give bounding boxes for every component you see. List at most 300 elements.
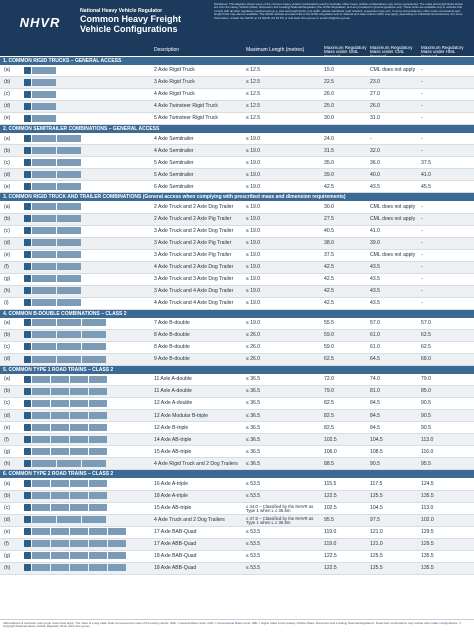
max-length: ≤ 19.0: [246, 300, 261, 307]
max-length: ≤ 12.5: [246, 79, 261, 86]
table-row: [0, 398, 474, 410]
section-heading: 2. COMMON SEMITRAILER COMBINATIONS – GENERAL ACCESS: [0, 125, 474, 133]
mass-hml: -: [421, 135, 423, 142]
vehicle-description: 15 Axle AB-triple: [154, 448, 192, 455]
row-id: (h): [4, 565, 11, 572]
footer-note: Abbreviations & footnotes: axle group mass limits apply. The mass of a dog trailer shall not exceed the mass of the towing vehicle. GML = General Mass Limits; CML = Concessional Mass Limits; HML = Higher Mass Limits (Heavy Vehicle (Mass, Dimension and Loading) National Regulation). Road train combinations may include other trailer configurations. © Copyright National Heavy Vehicle Regulator 2016. www.nhvr.gov.au: [0, 619, 474, 632]
mass-cml: 117.5: [370, 480, 383, 487]
page-title-line2: Vehicle Configurations: [80, 24, 178, 34]
row-id: (f): [4, 436, 9, 443]
row-id: (d): [4, 516, 11, 523]
mass-hml: 85.0: [421, 388, 431, 395]
mass-gml: 59.0: [324, 332, 334, 339]
mass-cml: 40.0: [370, 171, 380, 178]
row-id: (b): [4, 215, 11, 222]
vehicle-diagram-icon: [24, 528, 126, 537]
disclaimer-text: Disclaimer: This diagram shows some of the common heavy vehicle combinations used in Australia. Other heavy vehicle configurations may not be represented. The mass and length limits shown are from the Heavy Vehicle (Mass, Dimension and Loading) National Regulation (the HVNL Regulation) and are provided for general guidance only. These limits are available only to vehicles that comply with all other regulatory requirements (e.g. axle and height limits, tyre width, vehicle standards, load restraint, suspension type etc). In some circumstances, other mass concessions and length limits may also be available. The NHVR website provides links to the HVNL Regulation and to national and state notices which may apply, depending on individual circumstances. For more information, contact the NHVR on 13 NHVR (13 64 87) or visit www.nhvr.gov.au or email info@nhvr.gov.au.: [214, 2, 464, 20]
vehicle-description: 12 Axle B-triple: [154, 424, 189, 431]
table-row: [0, 551, 474, 563]
row-id: (f): [4, 540, 9, 547]
mass-hml: -: [421, 264, 423, 270]
vehicle-description: 7 Axle B-double: [154, 320, 190, 327]
col-hml: Maximum Regulatory Mass under HML: [421, 45, 464, 55]
mass-cml: 43.5: [370, 276, 380, 283]
vehicle-diagram-icon: [24, 263, 81, 272]
mass-gml: 122.5: [324, 553, 337, 560]
table-row: [0, 113, 474, 125]
vehicle-diagram-icon: [24, 227, 81, 236]
vehicle-description: 4 Axle Semitrailer: [154, 135, 194, 142]
mass-gml: 26.0: [324, 91, 334, 98]
row-id: (g): [4, 276, 11, 283]
vehicle-diagram-icon: [24, 203, 81, 212]
mass-hml: 124.5: [421, 480, 434, 487]
vehicle-diagram-icon: [24, 91, 56, 100]
mass-gml: 119.0: [324, 528, 337, 535]
section-heading: 5. COMMON TYPE 1 ROAD TRAINS – CLASS 2: [0, 366, 474, 374]
mass-gml: 119.0: [324, 540, 337, 547]
vehicle-diagram-icon: [24, 183, 81, 192]
mass-gml: 115.5: [324, 480, 337, 487]
max-length: ≤ 19.0: [246, 320, 261, 327]
mass-gml: 30.0: [324, 203, 334, 210]
mass-cml: 26.0: [370, 103, 380, 110]
section-heading: 1. COMMON RIGID TRUCKS – GENERAL ACCESS: [0, 57, 474, 65]
vehicle-diagram-icon: [24, 448, 107, 457]
vehicle-diagram-icon: [24, 436, 107, 445]
mass-cml: CML does not apply: [370, 203, 416, 210]
mass-gml: 40.5: [324, 227, 334, 234]
vehicle-description: 15 Axle AB-triple: [154, 504, 192, 511]
col-gml: Maximum Regulatory Mass under GML: [324, 45, 367, 55]
table-row: [0, 77, 474, 89]
mass-hml: -: [421, 288, 423, 295]
mass-cml: 81.0: [370, 388, 380, 395]
row-id: (i): [4, 300, 9, 307]
row-id: (c): [4, 400, 10, 407]
max-length: ≤ 19.0: [246, 264, 261, 270]
vehicle-diagram-icon: [24, 343, 106, 352]
mass-hml: 79.0: [421, 376, 431, 383]
table-row: [0, 286, 474, 298]
vehicle-description: 4 Axle Truck and 2 Axle Dog Trailer: [154, 264, 234, 270]
max-length: ≤ 26.0: [246, 356, 261, 363]
mass-gml: 59.0: [324, 344, 334, 351]
row-id: (d): [4, 103, 11, 110]
mass-gml: 37.5: [324, 251, 334, 258]
table-row: [0, 101, 474, 113]
vehicle-description: 3 Axle Truck and 3 Axle Dog Trailer: [154, 276, 234, 283]
max-length: ≤ 53.5: [246, 565, 261, 572]
row-id: (a): [4, 320, 11, 327]
vehicle-description: 4 Axle Truck and 2 Dog Trailers: [154, 516, 225, 523]
vehicle-description: 8 Axle B-double: [154, 332, 190, 339]
col-cml: Maximum Regulatory Mass under CML: [370, 45, 413, 55]
mass-cml: 61.0: [370, 344, 380, 351]
vehicle-description: 11 Axle A-double: [154, 376, 192, 383]
vehicle-description: 4 Axle Truck and 4 Axle Dog Trailer: [154, 300, 234, 307]
mass-hml: -: [421, 203, 423, 210]
max-length: ≤ 47.5 – Classified by the NHVR as Type 1 when L ≤ 36.5m: [246, 515, 314, 525]
section-heading: 4. COMMON B-DOUBLE COMBINATIONS – CLASS 2: [0, 310, 474, 318]
column-header-bar: [0, 44, 474, 56]
mass-hml: 95.5: [421, 460, 431, 467]
mass-cml: 104.5: [370, 504, 383, 511]
max-length: ≤ 19.0: [246, 183, 261, 190]
vehicle-diagram-icon: [24, 356, 106, 365]
vehicle-diagram-icon: [24, 492, 107, 501]
vehicle-diagram-icon: [24, 79, 56, 88]
row-id: (h): [4, 460, 11, 467]
mass-cml: CML does not apply: [370, 251, 416, 258]
row-id: (b): [4, 492, 11, 499]
mass-cml: 23.0: [370, 79, 380, 86]
max-length: ≤ 53.5: [246, 480, 261, 487]
table-row: [0, 250, 474, 262]
mass-gml: 25.0: [324, 103, 334, 110]
vehicle-diagram-icon: [24, 552, 126, 561]
vehicle-description: 18 Axle ABB-Quad: [154, 565, 197, 572]
max-length: ≤ 12.5: [246, 91, 261, 98]
row-id: (a): [4, 480, 11, 487]
vehicle-description: 18 Axle BAB-Quad: [154, 553, 197, 560]
mass-cml: 57.0: [370, 320, 380, 327]
table-row: [0, 491, 474, 503]
mass-cml: 125.5: [370, 553, 383, 560]
max-length: ≤ 19.0: [246, 135, 261, 142]
vehicle-description: 16 Axle A-triple: [154, 480, 188, 487]
vehicle-diagram-icon: [24, 412, 107, 421]
vehicle-description: 3 Axle Truck and 3 Axle Pig Trailer: [154, 251, 232, 258]
table-row: [0, 201, 474, 213]
vehicle-diagram-icon: [24, 540, 126, 549]
row-id: (a): [4, 67, 11, 74]
table-row: [0, 527, 474, 539]
vehicle-description: 6 Axle Semitrailer: [154, 183, 194, 190]
table-row: [0, 169, 474, 181]
mass-gml: 35.0: [324, 159, 334, 166]
max-length: ≤ 19.0: [246, 288, 261, 295]
mass-cml: 64.5: [370, 356, 380, 363]
vehicle-diagram-icon: [24, 239, 81, 248]
mass-hml: 135.5: [421, 553, 434, 560]
mass-gml: 82.5: [324, 424, 334, 431]
vehicle-description: 4 Axle Rigid Truck: [154, 91, 195, 98]
vehicle-description: 4 Axle Rigid Truck and 2 Dog Trailers: [154, 460, 238, 467]
mass-cml: 121.0: [370, 540, 383, 547]
mass-gml: 15.0: [324, 67, 334, 74]
table-row: [0, 374, 474, 386]
max-length: ≤ 19.0: [246, 251, 261, 258]
vehicle-description: 12 Axle A-double: [154, 400, 193, 407]
mass-gml: 122.5: [324, 492, 337, 499]
row-id: (e): [4, 183, 11, 190]
table-row: [0, 434, 474, 446]
vehicle-description: 2 Axle Truck and 2 Axle Pig Trailer: [154, 215, 232, 222]
row-id: (d): [4, 356, 11, 363]
vehicle-description: 3 Axle Rigid Truck: [154, 79, 195, 86]
vehicle-description: 3 Axle Truck and 4 Axle Dog Trailer: [154, 288, 234, 295]
vehicle-diagram-icon: [24, 67, 56, 76]
table-row: [0, 342, 474, 354]
vehicle-diagram-icon: [24, 564, 126, 573]
mass-cml: 74.0: [370, 376, 380, 383]
vehicle-description: 3 Axle Truck and 2 Axle Pig Trailer: [154, 239, 232, 246]
vehicle-description: 14 Axle AB-triple: [154, 436, 192, 443]
mass-gml: 42.5: [324, 288, 334, 295]
max-length: ≤ 12.5: [246, 67, 261, 74]
mass-gml: 42.5: [324, 300, 334, 307]
page-title-line1: Common Heavy Freight: [80, 14, 182, 24]
vehicle-description: 9 Axle B-double: [154, 356, 190, 363]
row-id: (e): [4, 115, 11, 122]
mass-hml: 113.0: [421, 436, 434, 443]
table-row: [0, 446, 474, 458]
row-id: (c): [4, 504, 10, 511]
max-length: ≤ 53.5: [246, 528, 261, 535]
mass-gml: 55.5: [324, 320, 334, 327]
table-row: [0, 458, 474, 470]
vehicle-description: 5 Axle Twinsteer Rigid Truck: [154, 115, 218, 122]
vehicle-diagram-icon: [24, 147, 81, 156]
mass-hml: -: [421, 215, 423, 222]
mass-hml: 90.5: [421, 400, 431, 407]
mass-cml: -: [370, 135, 372, 142]
table-row: [0, 298, 474, 310]
row-id: (a): [4, 376, 11, 383]
vehicle-diagram-icon: [24, 400, 107, 409]
mass-cml: 104.5: [370, 436, 383, 443]
max-length: ≤ 19.0: [246, 147, 261, 154]
configuration-table: [0, 57, 474, 575]
max-length: ≤ 19.0: [246, 215, 261, 222]
row-id: (d): [4, 239, 11, 246]
mass-hml: 62.5: [421, 332, 431, 339]
mass-cml: 27.0: [370, 91, 380, 98]
row-id: (c): [4, 227, 10, 234]
mass-hml: -: [421, 103, 423, 110]
table-row: [0, 145, 474, 157]
max-length: ≤ 44.0 – Classified by the NHVR as Type 1 when L ≤ 36.5m: [246, 503, 314, 513]
vehicle-diagram-icon: [24, 424, 107, 433]
row-id: (c): [4, 91, 10, 98]
row-id: (e): [4, 251, 11, 258]
mass-hml: 90.5: [421, 412, 431, 419]
max-length: ≤ 12.5: [246, 103, 261, 110]
mass-gml: 122.5: [324, 565, 337, 572]
max-length: ≤ 26.0: [246, 332, 261, 339]
mass-gml: 38.0: [324, 239, 334, 246]
table-row: [0, 65, 474, 77]
mass-cml: 84.5: [370, 400, 380, 407]
vehicle-diagram-icon: [24, 135, 81, 144]
row-id: (b): [4, 388, 11, 395]
row-id: (f): [4, 264, 9, 270]
mass-hml: 129.5: [421, 528, 434, 535]
mass-hml: 45.5: [421, 183, 431, 190]
vehicle-diagram-icon: [24, 287, 81, 296]
row-id: (c): [4, 159, 10, 166]
max-length: ≤ 12.5: [246, 115, 261, 122]
mass-gml: 95.5: [324, 516, 334, 523]
mass-hml: 129.5: [421, 540, 434, 547]
table-row: [0, 330, 474, 342]
col-length: Maximum Length (metres): [246, 47, 305, 53]
mass-cml: 125.5: [370, 492, 383, 499]
row-id: (b): [4, 79, 11, 86]
row-id: (g): [4, 553, 11, 560]
mass-gml: 30.0: [324, 115, 334, 122]
mass-cml: 125.5: [370, 565, 383, 572]
vehicle-diagram-icon: [24, 215, 81, 224]
max-length: ≤ 19.0: [246, 239, 261, 246]
vehicle-diagram-icon: [24, 331, 106, 340]
mass-cml: CML does not apply: [370, 215, 416, 222]
table-row: [0, 539, 474, 551]
mass-hml: -: [421, 251, 423, 258]
mass-hml: -: [421, 147, 423, 154]
mass-hml: 90.5: [421, 424, 431, 431]
table-row: [0, 133, 474, 145]
max-length: ≤ 36.5: [246, 424, 261, 431]
mass-hml: 102.0: [421, 516, 434, 523]
row-id: (g): [4, 448, 11, 455]
vehicle-description: 5 Axle Semitrailer: [154, 171, 194, 178]
mass-gml: 24.0: [324, 135, 334, 142]
max-length: ≤ 19.0: [246, 159, 261, 166]
max-length: ≤ 36.5: [246, 448, 261, 455]
vehicle-diagram-icon: [24, 388, 107, 397]
mass-cml: 84.5: [370, 424, 380, 431]
mass-cml: 121.0: [370, 528, 383, 535]
mass-cml: 84.5: [370, 412, 380, 419]
table-row: [0, 354, 474, 366]
row-id: (c): [4, 344, 10, 351]
section-heading: 6. COMMON TYPE 2 ROAD TRAINS – CLASS 2: [0, 470, 474, 478]
title-block: [80, 0, 210, 44]
table-row: [0, 410, 474, 422]
vehicle-diagram-icon: [24, 159, 81, 168]
table-row: [0, 478, 474, 490]
mass-gml: 82.5: [324, 412, 334, 419]
table-row: [0, 157, 474, 169]
max-length: ≤ 53.5: [246, 540, 261, 547]
logo-text: NHVR: [19, 14, 61, 30]
vehicle-description: 2 Axle Truck and 2 Axle Dog Trailer: [154, 203, 234, 210]
mass-cml: 43.5: [370, 288, 380, 295]
vehicle-description: 5 Axle Semitrailer: [154, 159, 194, 166]
max-length: ≤ 36.5: [246, 400, 261, 407]
row-id: (d): [4, 412, 11, 419]
row-id: (b): [4, 147, 11, 154]
max-length: ≤ 53.5: [246, 553, 261, 560]
max-length: ≤ 19.0: [246, 276, 261, 283]
table-row: [0, 563, 474, 575]
mass-hml: -: [421, 79, 423, 86]
row-id: (d): [4, 171, 11, 178]
mass-gml: 102.5: [324, 436, 337, 443]
max-length: ≤ 36.5: [246, 376, 261, 383]
section-heading: 3. COMMON RIGID TRUCK AND TRAILER COMBINATIONS (General access when complying with prescribed mass and dimension requirements): [0, 193, 474, 201]
mass-hml: 116.0: [421, 448, 434, 455]
vehicle-description: 11 Axle A-double: [154, 388, 192, 395]
table-row: [0, 89, 474, 101]
vehicle-diagram-icon: [24, 299, 81, 308]
mass-cml: 31.0: [370, 115, 380, 122]
mass-hml: 37.5: [421, 159, 431, 166]
vehicle-description: 8 Axle B-double: [154, 344, 190, 351]
vehicle-description: 4 Axle Semitrailer: [154, 147, 194, 154]
max-length: ≤ 53.5: [246, 492, 261, 499]
col-description: Description: [154, 47, 180, 53]
mass-cml: 41.0: [370, 227, 380, 234]
row-id: (e): [4, 528, 11, 535]
vehicle-diagram-icon: [24, 171, 81, 180]
vehicle-diagram-icon: [24, 460, 106, 469]
header-banner: [0, 0, 474, 44]
vehicle-description: 3 Axle Truck and 2 Axle Dog Trailer: [154, 227, 234, 234]
mass-cml: 39.0: [370, 239, 380, 246]
table-row: [0, 515, 474, 527]
mass-gml: 106.0: [324, 448, 337, 455]
mass-hml: -: [421, 91, 423, 98]
vehicle-diagram-icon: [24, 376, 107, 385]
mass-hml: -: [421, 115, 423, 122]
mass-cml: CML does not apply: [370, 67, 416, 74]
vehicle-diagram-icon: [24, 115, 56, 124]
mass-gml: 42.5: [324, 183, 334, 190]
mass-cml: 43.5: [370, 264, 380, 270]
mass-hml: 113.0: [421, 504, 434, 511]
vehicle-description: 17 Axle BAB-Quad: [154, 528, 197, 535]
mass-gml: 79.0: [324, 388, 334, 395]
mass-cml: 97.5: [370, 516, 380, 523]
mass-gml: 39.0: [324, 171, 334, 178]
vehicle-description: 17 Axle ABB-Quad: [154, 540, 197, 547]
mass-gml: 88.5: [324, 460, 334, 467]
mass-cml: 36.0: [370, 159, 380, 166]
mass-cml: 108.5: [370, 448, 383, 455]
vehicle-diagram-icon: [24, 251, 81, 260]
mass-hml: -: [421, 300, 423, 307]
table-row: [0, 274, 474, 286]
vehicle-diagram-icon: [24, 516, 106, 525]
row-id: (b): [4, 332, 11, 339]
vehicle-diagram-icon: [24, 504, 107, 513]
max-length: ≤ 19.0: [246, 171, 261, 178]
mass-gml: 82.5: [324, 400, 334, 407]
nhvr-logo: [0, 0, 80, 44]
mass-hml: -: [421, 67, 423, 74]
mass-gml: 42.5: [324, 264, 334, 270]
mass-gml: 22.5: [324, 79, 334, 86]
row-id: (h): [4, 288, 11, 295]
max-length: ≤ 26.0: [246, 344, 261, 351]
mass-cml: 61.0: [370, 332, 380, 339]
row-id: (a): [4, 203, 11, 210]
vehicle-description: 4 Axle Twinsteer Rigid Truck: [154, 103, 218, 110]
org-name: National Heavy Vehicle Regulator: [80, 8, 163, 14]
mass-cml: 43.5: [370, 300, 380, 307]
vehicle-diagram-icon: [24, 275, 81, 284]
table-row: [0, 226, 474, 238]
mass-hml: 135.5: [421, 492, 434, 499]
table-row: [0, 503, 474, 515]
vehicle-diagram-icon: [24, 480, 107, 489]
max-length: ≤ 36.5: [246, 460, 261, 467]
mass-hml: -: [421, 276, 423, 283]
max-length: ≤ 36.5: [246, 388, 261, 395]
